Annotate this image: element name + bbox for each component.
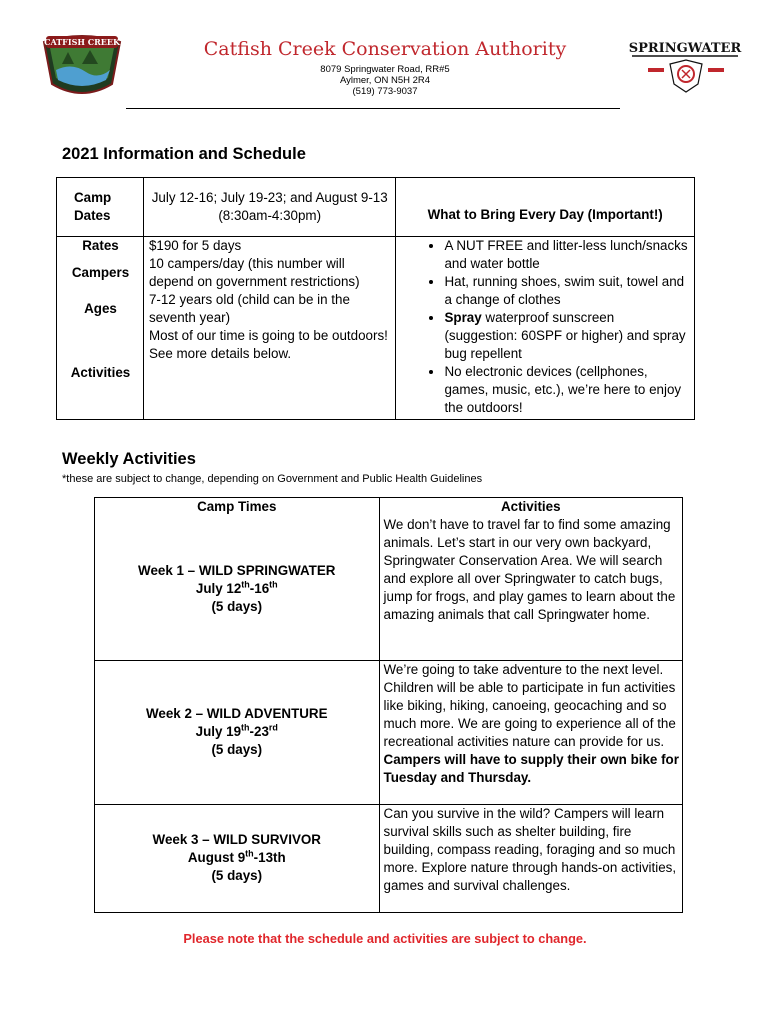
bring-item: • Spray waterproof sunscreen (suggestion: 60SPF or higher) and spray bug repellent bbox=[444, 309, 688, 363]
camp-dates-value: July 12-16; July 19-23; and August 9-13 (8:30am-4:30pm) bbox=[151, 190, 388, 223]
week-1-dates: July 12th-16th bbox=[195, 579, 278, 596]
table-row bbox=[95, 516, 683, 660]
week-1-days: (5 days) bbox=[211, 599, 263, 614]
ages-label: Ages bbox=[84, 301, 117, 316]
week-2-activity-note: Campers will have to supply their own bike for Tuesday and Thursday. bbox=[383, 751, 679, 785]
week-2-days: (5 days) bbox=[211, 742, 263, 757]
table-row bbox=[95, 804, 683, 912]
week-1-name: Week 1 – WILD SPRINGWATER bbox=[138, 563, 336, 578]
activities-header: Activities bbox=[500, 499, 561, 514]
week-3-dates: August 9th-13th bbox=[187, 848, 286, 865]
bring-item: • Hat, running shoes, swim suit, towel and a change of clothes bbox=[444, 273, 688, 309]
week-3-days: (5 days) bbox=[211, 868, 263, 883]
bring-item: • No electronic devices (cellphones, games, music, etc.), we’re here to enjoy the outdoors! bbox=[444, 363, 688, 417]
organization-title: Catfish Creek Conservation Authority bbox=[203, 38, 567, 60]
address-line-1: 8079 Springwater Road, RR#5 bbox=[320, 64, 450, 75]
campers-label: Campers bbox=[71, 265, 130, 280]
schedule-table bbox=[94, 497, 683, 913]
campers-value: 10 campers/day (this number will depend on government restrictions) bbox=[148, 256, 360, 289]
activities-value: Most of our time is going to be outdoors! See more details below. bbox=[148, 328, 388, 361]
week-3-name: Week 3 – WILD SURVIVOR bbox=[152, 832, 321, 847]
bring-item: • A NUT FREE and litter-less lunch/snacks and water bottle bbox=[444, 237, 688, 273]
what-to-bring-header: What to Bring Every Day (Important!) bbox=[427, 207, 663, 222]
header-divider bbox=[126, 108, 620, 109]
week-2-activity: We’re going to take adventure to the next level. Children will be able to participate in fun activities like biking, hiking, canoeing, geocaching and so much more. We are going to experience all of the recreational activities nature can provide for us. bbox=[383, 661, 676, 749]
weekly-activities-title: Weekly Activities bbox=[62, 450, 196, 468]
week-3-activity: Can you survive in the wild? Campers will learn survival skills such as shelter building, fire building, compass reading, foraging and so much more. Explore nature through hands-on activities, games and survival challenges. bbox=[383, 805, 677, 893]
info-section-title: 2021 Information and Schedule bbox=[62, 145, 306, 163]
left-logo-text: CATFISH CREEK bbox=[44, 37, 120, 47]
right-logo-text: SPRINGWATER bbox=[628, 41, 742, 56]
bring-list bbox=[396, 237, 688, 417]
week-2-name: Week 2 – WILD ADVENTURE bbox=[145, 706, 328, 721]
info-table bbox=[56, 177, 695, 420]
address-line-2: Aylmer, ON N5H 2R4 bbox=[339, 75, 431, 86]
rates-label: Rates bbox=[82, 238, 119, 253]
camp-dates-label: Camp Dates bbox=[73, 190, 112, 223]
schedule-change-note: Please note that the schedule and activities are subject to change. bbox=[183, 931, 587, 946]
activities-label: Activities bbox=[70, 365, 131, 380]
camp-times-header: Camp Times bbox=[197, 499, 277, 514]
weekly-subtitle: *these are subject to change, depending on Government and Public Health Guidelines bbox=[62, 473, 483, 485]
ages-value: 7-12 years old (child can be in the seventh year) bbox=[148, 292, 350, 325]
week-1-activity: We don’t have to travel far to find some amazing animals. Let’s start in our very own backyard, Springwater Conservation Area. We will search and explore all over Springwater to catch bugs, jump for frogs, and play games to learn about the amazing animals that call Springwater home. bbox=[383, 517, 676, 622]
phone-number: (519) 773-9037 bbox=[352, 86, 418, 97]
rates-value: $190 for 5 days bbox=[148, 238, 242, 253]
table-row bbox=[95, 660, 683, 804]
week-2-dates: July 19th-23rd bbox=[195, 722, 278, 739]
